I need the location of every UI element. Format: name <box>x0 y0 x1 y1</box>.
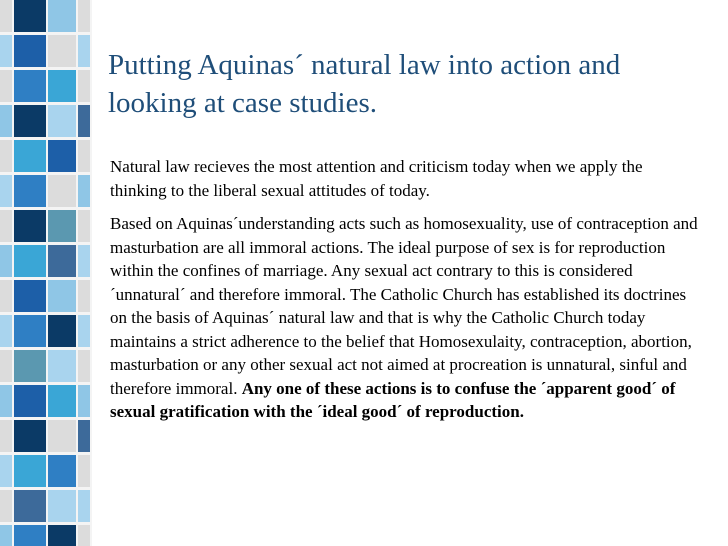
decorative-square <box>78 385 90 417</box>
decorative-square <box>48 455 76 487</box>
slide-title: Putting Aquinas´ natural law into action and looking at case studies. <box>108 49 621 119</box>
slide-body <box>110 155 702 434</box>
decorative-square <box>0 210 12 242</box>
paragraph-main-bold: Any one of these actions is to confuse the ´apparent good´ of sexual gratification with the ´ideal good´ of reproduction. <box>110 378 676 421</box>
decorative-square <box>14 525 46 546</box>
decorative-square <box>48 70 76 102</box>
decorative-square <box>48 175 76 207</box>
decorative-square <box>0 315 12 347</box>
decorative-square <box>0 245 12 277</box>
decorative-square <box>0 350 12 382</box>
decorative-square <box>0 455 12 487</box>
decorative-square <box>78 140 90 172</box>
decorative-square <box>78 105 90 137</box>
paragraph-main-regular: Based on Aquinas´understanding acts such as homosexuality, use of contraception and masturbation are all immoral actions. The ideal purpose of sex is for reproduction within the confines of marriage. Any sexual act contrary to this is considered ´unnatural´ and therefore immoral. The Catholic Church has established its doctrines on the basis of Aquinas´ natural law and that is why the Catholic Church today maintains a strict adherence to the belief that Homosexulaity, contraception, abortion, masturbation or any other sexual act not aimed at procreation is unnatural, sinful and therefore immoral. <box>110 214 698 398</box>
decorative-square <box>48 0 76 32</box>
decorative-square <box>0 0 12 32</box>
decorative-square <box>48 420 76 452</box>
decorative-square <box>0 525 12 546</box>
decorative-square <box>78 280 90 312</box>
decorative-square <box>14 0 46 32</box>
paragraph-intro: Natural law recieves the most attention and criticism today when we apply the thinking to the liberal sexual attitudes of today. <box>110 157 643 200</box>
decorative-square <box>14 385 46 417</box>
decorative-square <box>78 210 90 242</box>
decorative-square <box>48 280 76 312</box>
decorative-square <box>48 525 76 546</box>
decorative-square <box>48 490 76 522</box>
decorative-square <box>78 525 90 546</box>
decorative-square <box>48 210 76 242</box>
decorative-square <box>0 35 12 67</box>
decorative-square <box>14 245 46 277</box>
decorative-square <box>0 140 12 172</box>
decorative-square <box>14 35 46 67</box>
decorative-square <box>78 70 90 102</box>
decorative-square <box>14 420 46 452</box>
decorative-square <box>78 35 90 67</box>
decorative-square <box>78 350 90 382</box>
decorative-square <box>14 70 46 102</box>
decorative-square <box>0 420 12 452</box>
decorative-square <box>78 0 90 32</box>
decorative-square <box>0 490 12 522</box>
decorative-square <box>0 280 12 312</box>
paragraph-main <box>110 212 702 424</box>
decorative-square <box>14 455 46 487</box>
decorative-square <box>78 490 90 522</box>
decorative-square <box>48 350 76 382</box>
decorative-square <box>14 140 46 172</box>
decorative-square <box>14 315 46 347</box>
decorative-square <box>78 245 90 277</box>
decorative-square <box>48 105 76 137</box>
decorative-square-strip <box>0 0 92 546</box>
decorative-square <box>48 140 76 172</box>
decorative-square <box>0 175 12 207</box>
decorative-square <box>0 105 12 137</box>
decorative-square <box>48 35 76 67</box>
decorative-square <box>48 385 76 417</box>
decorative-square <box>48 315 76 347</box>
decorative-square <box>78 175 90 207</box>
decorative-square <box>14 280 46 312</box>
decorative-square <box>0 70 12 102</box>
decorative-square <box>78 315 90 347</box>
decorative-square <box>0 385 12 417</box>
decorative-square <box>14 490 46 522</box>
decorative-square <box>48 245 76 277</box>
decorative-square <box>14 210 46 242</box>
decorative-square <box>14 350 46 382</box>
decorative-square <box>14 175 46 207</box>
decorative-square <box>78 420 90 452</box>
decorative-square <box>14 105 46 137</box>
decorative-square <box>78 455 90 487</box>
